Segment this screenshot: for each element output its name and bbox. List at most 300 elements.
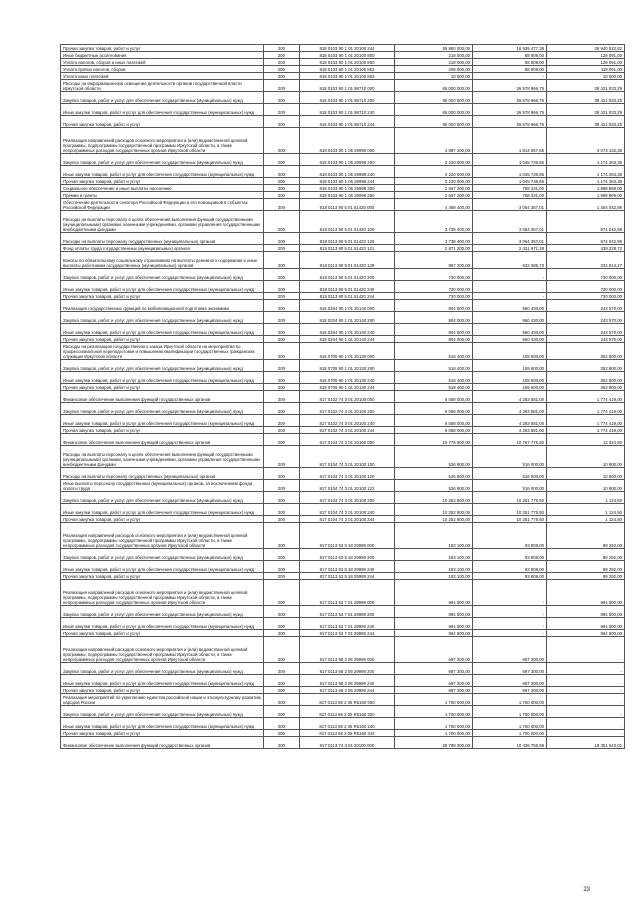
table-row (61, 128, 625, 154)
cell-exec: 697 300,00 (473, 675, 547, 687)
cell-code: 200 (264, 80, 300, 92)
cell-rest: 1 174 263,35 (547, 166, 625, 178)
table-row (61, 343, 625, 360)
cell-rest: 674 042,99 (547, 233, 625, 245)
cell-plan: 183 100,00 (395, 523, 473, 549)
table-body (61, 45, 625, 749)
cell-exec: - (473, 281, 547, 293)
cell-code: 200 (264, 312, 300, 324)
cell-exec: 165 600,00 (473, 384, 547, 391)
cell-code: 200 (264, 446, 300, 468)
cell-plan: 6 058 000,00 (395, 427, 473, 434)
cell-rest: 129 091,00 (547, 59, 625, 66)
cell-name: Расходы на выплаты персоналу государственных (муниципальных) органов (61, 468, 264, 480)
cell-exec: 560 430,00 (473, 324, 547, 336)
table-row (61, 427, 625, 434)
cell-name: Иные закупки товаров, работ и услуг для обеспечения государственных (муниципальных) нужд (61, 324, 264, 336)
table-row (61, 116, 625, 128)
table-row (61, 468, 625, 480)
cell-plan: 697 300,00 (395, 637, 473, 663)
cell-code: 200 (264, 434, 300, 446)
cell-plan: 867 200,00 (395, 252, 473, 269)
table-row (61, 192, 625, 199)
cell-plan: 526 900,00 (395, 446, 473, 468)
cell-exec: 560 430,00 (473, 336, 547, 343)
cell-exec: 165 600,00 (473, 343, 547, 360)
cell-exec: - (473, 606, 547, 618)
cell-class: 818 0103 90 1 01 98710 244 (300, 116, 395, 128)
cell-name: Социальное обеспечение и иные выплаты населению (61, 185, 264, 192)
cell-name: Иные закупки товаров, работ и услуг для обеспечения государственных (муниципальных) нужд (61, 618, 264, 630)
cell-code: 200 (264, 343, 300, 360)
cell-plan: 6 058 000,00 (395, 403, 473, 415)
cell-plan: 183 100,00 (395, 573, 473, 580)
cell-plan: 526 900,00 (395, 480, 473, 492)
cell-class: 817 0113 68 2 05 29999 200 (300, 663, 395, 675)
cell-plan: 1 700 000,00 (395, 706, 473, 718)
cell-plan: 697 300,00 (395, 675, 473, 687)
cell-class: 818 0103 90 1 05 29999 000 (300, 128, 395, 154)
cell-class: 818 0113 90 5 01 51420 000 (300, 199, 395, 211)
cell-exec: 768 331,00 (473, 192, 547, 199)
cell-class: 818 0204 90 1 01 20140 000 (300, 300, 395, 312)
cell-plan: 3 738 400,00 (395, 211, 473, 233)
table-row (61, 630, 625, 637)
cell-exec: 10 251 775,50 (473, 492, 547, 504)
cell-exec: 4 283 581,00 (473, 403, 547, 415)
cell-rest: 12 024,50 (547, 434, 625, 446)
cell-name: Прочая закупка товаров, работ и услуг (61, 293, 264, 300)
cell-exec: 1 045 736,65 (473, 178, 547, 185)
cell-name: Закупка товаров, работ и услуг для обеспечения государственных (муниципальных) нужд (61, 606, 264, 618)
table-row (61, 415, 625, 427)
cell-plan: 10 252 900,00 (395, 492, 473, 504)
cell-exec: - (473, 293, 547, 300)
cell-rest: 730 000,00 (547, 269, 625, 281)
table-row (61, 573, 625, 580)
cell-code: 200 (264, 233, 300, 245)
table-row (61, 233, 625, 245)
cell-name: Прочая закупка товаров, работ и услуг (61, 687, 264, 694)
cell-rest: 1 898 869,00 (547, 185, 625, 192)
cell-name: Иные бюджетные ассигнования (61, 52, 264, 59)
cell-code: 200 (264, 516, 300, 523)
cell-class: 818 0103 90 1 05 29999 240 (300, 166, 395, 178)
cell-code: 200 (264, 675, 300, 687)
table-row (61, 687, 625, 694)
cell-name: Финансовое обеспечение выполнения функций государственных органов (61, 391, 264, 403)
cell-code: 200 (264, 166, 300, 178)
cell-code: 200 (264, 737, 300, 749)
cell-class: 817 0113 53 5 18 29999 240 (300, 561, 395, 573)
cell-code: 200 (264, 549, 300, 561)
cell-code: 200 (264, 116, 300, 128)
cell-exec: 1 700 000,00 (473, 706, 547, 718)
cell-name: Закупка товаров, работ и услуг для обеспечения государственных (муниципальных) нужд (61, 92, 264, 104)
cell-name: Прочая закупка товаров, работ и услуг (61, 336, 264, 343)
table-row (61, 480, 625, 492)
cell-name: Иные закупки товаров, работ и услуг для обеспечения государственных (муниципальных) нужд (61, 281, 264, 293)
cell-class: 818 0103 90 1 05 29999 200 (300, 154, 395, 166)
cell-plan: 994 500,00 (395, 606, 473, 618)
cell-code: 200 (264, 281, 300, 293)
cell-class: 817 0113 53 7 01 29999 200 (300, 606, 395, 618)
table-row (61, 730, 625, 737)
cell-plan: 1 700 000,00 (395, 730, 473, 737)
cell-plan: 994 500,00 (395, 630, 473, 637)
cell-code: 200 (264, 360, 300, 372)
cell-class: 818 0103 90 1 01 20100 853 (300, 73, 395, 80)
cell-rest: 38 421 033,25 (547, 92, 625, 104)
cell-class: 817 0113 53 7 01 29999 240 (300, 618, 395, 630)
cell-exec: 4 283 581,00 (473, 391, 547, 403)
cell-class: 818 0103 90 1 01 98710 000 (300, 80, 395, 92)
cell-class: 818 0705 90 1 01 20130 244 (300, 384, 395, 391)
cell-name: Прочая закупка товаров, работ и услуг (61, 573, 264, 580)
cell-code: 200 (264, 718, 300, 730)
cell-class: 817 0102 74 3 01 20100 200 (300, 403, 395, 415)
cell-code: 200 (264, 504, 300, 516)
cell-exec: 93 808,00 (473, 573, 547, 580)
table-row (61, 446, 625, 468)
cell-name: Расходы на выплаты персоналу государственных (муниципальных) органов (61, 233, 264, 245)
cell-class: 818 0103 90 1 01 20100 850 (300, 59, 395, 66)
cell-rest: 730 000,00 (547, 281, 625, 293)
cell-plan: 518 400,00 (395, 384, 473, 391)
cell-class: 817 0113 68 2 05 R5160 244 (300, 730, 395, 737)
cell-rest: 1 174 263,35 (547, 178, 625, 185)
cell-exec: - (473, 580, 547, 606)
table-row (61, 324, 625, 336)
cell-plan: 994 500,00 (395, 580, 473, 606)
cell-rest: 674 042,99 (547, 211, 625, 233)
cell-name: Расходы на информационную освещение деятельности органов государственной власти Иркутской области (61, 80, 264, 92)
cell-exec: 26 578 966,75 (473, 92, 547, 104)
table-row (61, 293, 625, 300)
cell-plan: 2 220 000,00 (395, 154, 473, 166)
page-number: 23 (583, 887, 590, 893)
table-row (61, 384, 625, 391)
cell-exec: 768 331,00 (473, 185, 547, 192)
cell-class: 818 0103 90 1 01 20100 244 (300, 45, 395, 52)
cell-code: 200 (264, 480, 300, 492)
table-row (61, 403, 625, 415)
cell-plan: 2 220 000,00 (395, 178, 473, 185)
cell-rest: 1 124,50 (547, 492, 625, 504)
table-row (61, 606, 625, 618)
cell-exec: 697 300,00 (473, 687, 547, 694)
table-row (61, 549, 625, 561)
cell-name: Закупка товаров, работ и услуг для обеспечения государственных (муниципальных) нужд (61, 706, 264, 718)
cell-name: Иные закупки товаров, работ и услуг для обеспечения государственных (муниципальных) нужд (61, 415, 264, 427)
cell-rest: 38 421 033,25 (547, 116, 625, 128)
table-row (61, 178, 625, 185)
cell-rest: 1 774 419,00 (547, 391, 625, 403)
cell-plan: 526 900,00 (395, 468, 473, 480)
cell-exec: 88 909,00 (473, 52, 547, 59)
cell-rest: 1 774 419,00 (547, 403, 625, 415)
table-row (61, 52, 625, 59)
table-row (61, 45, 625, 52)
cell-code: 200 (264, 384, 300, 391)
table-row (61, 80, 625, 92)
cell-plan: 65 000 000,00 (395, 116, 473, 128)
cell-plan: 804 000,00 (395, 336, 473, 343)
cell-class: 818 0113 90 5 01 51420 129 (300, 252, 395, 269)
table-row (61, 516, 625, 523)
cell-exec: 10 436 756,99 (473, 737, 547, 749)
cell-class: 817 0113 68 2 05 R5160 200 (300, 706, 395, 718)
cell-rest: 89 292,00 (547, 549, 625, 561)
cell-rest: 352 800,00 (547, 343, 625, 360)
cell-plan: 218 000,00 (395, 52, 473, 59)
cell-class: 817 0113 53 5 18 29999 244 (300, 573, 395, 580)
cell-code: 200 (264, 523, 300, 549)
cell-name: Иные закупки товаров, работ и услуг для обеспечения государственных (муниципальных) нужд (61, 166, 264, 178)
cell-exec: 165 600,00 (473, 372, 547, 384)
cell-plan: 55 890 000,00 (395, 45, 473, 52)
table-row (61, 580, 625, 606)
cell-exec: 516 000,00 (473, 480, 547, 492)
cell-rest: 38 421 033,25 (547, 104, 625, 116)
cell-rest: 38 940 522,62 (547, 45, 625, 52)
cell-exec: 2 431 971,28 (473, 245, 547, 252)
cell-class: 818 0204 90 1 01 20140 244 (300, 336, 395, 343)
cell-class: 817 0104 74 3 01 20100 120 (300, 468, 395, 480)
cell-code: 200 (264, 211, 300, 233)
cell-code: 200 (264, 630, 300, 637)
cell-exec: 26 578 966,75 (473, 116, 547, 128)
table-row (61, 492, 625, 504)
cell-code: 200 (264, 252, 300, 269)
table-row (61, 706, 625, 718)
cell-code: 200 (264, 45, 300, 52)
cell-rest: 439 228,72 (547, 245, 625, 252)
cell-plan: 65 000 000,00 (395, 80, 473, 92)
table-row (61, 245, 625, 252)
cell-rest: 352 800,00 (547, 372, 625, 384)
table-row (61, 372, 625, 384)
cell-name: Взносы по обязательному социальному страхованию на выплаты денежного содержания и иные выплаты работникам государственных (муниципальных) органов (61, 252, 264, 269)
cell-class: 817 0113 53 7 01 29999 244 (300, 630, 395, 637)
cell-class: 818 0113 90 5 01 51420 200 (300, 269, 395, 281)
cell-name: Иные закупки товаров, работ и услуг для обеспечения государственных (муниципальных) нужд (61, 718, 264, 730)
cell-plan: 697 300,00 (395, 687, 473, 694)
table-row (61, 523, 625, 549)
cell-name: Закупка товаров, работ и услуг для обеспечения государственных (муниципальных) нужд (61, 312, 264, 324)
cell-plan: 3 738 400,00 (395, 233, 473, 245)
cell-name: Иные закупки товаров, работ и услуг для обеспечения государственных (муниципальных) нужд (61, 561, 264, 573)
cell-name: Прочая закупка товаров, работ и услуг (61, 730, 264, 737)
cell-plan: 6 058 000,00 (395, 415, 473, 427)
cell-code: 200 (264, 293, 300, 300)
cell-class: 817 0113 68 2 05 29999 244 (300, 687, 395, 694)
cell-exec: 3 064 357,01 (473, 199, 547, 211)
cell-code: 200 (264, 52, 300, 59)
cell-rest: 3 073 132,35 (547, 128, 625, 154)
cell-class: 817 0104 74 3 01 20100 240 (300, 504, 395, 516)
cell-plan: 730 000,00 (395, 269, 473, 281)
table-row (61, 199, 625, 211)
cell-exec: 10 251 775,50 (473, 504, 547, 516)
cell-plan: 1 700 000,00 (395, 718, 473, 730)
cell-plan: 2 667 200,00 (395, 185, 473, 192)
cell-exec: 93 808,00 (473, 561, 547, 573)
cell-name: Расходы на реализацию государственного заказа Иркутской области на мероприятия по профессиональной переподготовке и повышению квалификации государственных гражданских служащих Иркутской области (61, 343, 264, 360)
cell-name: Иные закупки товаров, работ и услуг для обеспечения государственных (муниципальных) нужд (61, 104, 264, 116)
cell-name: Уплата прочих налогов, сборов (61, 66, 264, 73)
cell-plan: 28 788 300,00 (395, 737, 473, 749)
table-row (61, 185, 625, 192)
cell-code: 200 (264, 372, 300, 384)
cell-plan: 4 887 200,00 (395, 128, 473, 154)
cell-name: Иные закупки товаров, работ и услуг для обеспечения государственных (муниципальных) нужд (61, 372, 264, 384)
cell-class: 817 0113 68 2 05 29999 000 (300, 637, 395, 663)
table-row (61, 211, 625, 233)
cell-exec: 560 430,00 (473, 300, 547, 312)
cell-exec: 632 385,73 (473, 252, 547, 269)
cell-code: 200 (264, 618, 300, 630)
cell-rest: 234 814,27 (547, 252, 625, 269)
cell-name: Реализация направлений расходов основного мероприятия и (или) ведомственной целевой программы, подпрограммы государственной программы Иркутской области, а также непрограммных расходов государственных органов Иркутской области (61, 128, 264, 154)
cell-plan: 4 468 400,00 (395, 199, 473, 211)
cell-exec: - (473, 269, 547, 281)
cell-rest: - (547, 706, 625, 718)
cell-exec: 1 814 067,65 (473, 128, 547, 154)
table-row (61, 66, 625, 73)
cell-plan: 6 058 000,00 (395, 391, 473, 403)
cell-name: Закупка товаров, работ и услуг для обеспечения государственных (муниципальных) нужд (61, 269, 264, 281)
cell-rest: 10 900,00 (547, 446, 625, 468)
cell-rest: 89 292,00 (547, 523, 625, 549)
cell-code: 200 (264, 192, 300, 199)
cell-name: Закупка товаров, работ и услуг для обеспечения государственных (муниципальных) нужд (61, 403, 264, 415)
cell-name: Расходы на выплаты персоналу в целях обеспечения выполнения функций государственными (муниципальными) органами, казенными учреждениями, органами управления государственными внебюджетными фондами (61, 211, 264, 233)
cell-exec: 516 000,00 (473, 446, 547, 468)
cell-exec: 1 700 000,00 (473, 694, 547, 706)
cell-rest: 10 900,00 (547, 468, 625, 480)
cell-plan: 2 871 200,00 (395, 245, 473, 252)
cell-rest: 119 091,00 (547, 66, 625, 73)
cell-exec: 1 045 736,65 (473, 166, 547, 178)
cell-plan: 518 400,00 (395, 372, 473, 384)
cell-name: Прочая закупка товаров, работ и услуг (61, 427, 264, 434)
cell-code: 200 (264, 415, 300, 427)
cell-exec: 165 600,00 (473, 360, 547, 372)
cell-name: Реализация направлений расходов основного мероприятия и (или) ведомственной целевой программы, подпрограммы государственной программы Иркутской области, а также непрограммных расходов государственных органов Иркутской области (61, 637, 264, 663)
cell-name: Закупка товаров, работ и услуг для обеспечения государственных (муниципальных) нужд (61, 360, 264, 372)
cell-code: 200 (264, 492, 300, 504)
cell-name: Финансовое обеспечение выполнения функций государственных органов (61, 434, 264, 446)
cell-code: 200 (264, 573, 300, 580)
cell-name: Прочая закупка товаров, работ и услуг (61, 45, 264, 52)
cell-class: 817 0102 74 3 01 20100 240 (300, 415, 395, 427)
cell-plan: 518 400,00 (395, 343, 473, 360)
cell-plan: 183 100,00 (395, 561, 473, 573)
cell-rest: 38 421 033,25 (547, 80, 625, 92)
table-row (61, 504, 625, 516)
cell-plan: 804 000,00 (395, 312, 473, 324)
cell-code: 200 (264, 606, 300, 618)
cell-rest: 994 500,00 (547, 618, 625, 630)
table-row (61, 336, 625, 343)
cell-class: 818 0113 90 5 01 51420 100 (300, 211, 395, 233)
table-row (61, 154, 625, 166)
cell-exec: 3 064 357,01 (473, 233, 547, 245)
cell-code: 200 (264, 706, 300, 718)
cell-class: 817 0104 74 3 01 20100 244 (300, 516, 395, 523)
cell-class: 818 0103 90 1 05 29999 244 (300, 178, 395, 185)
cell-rest: 10 000,00 (547, 73, 625, 80)
cell-class: 818 0103 90 1 01 20100 800 (300, 52, 395, 59)
table-row (61, 694, 625, 706)
cell-exec: - (473, 73, 547, 80)
cell-class: 817 0113 68 2 05 29999 240 (300, 675, 395, 687)
cell-class: 818 0705 90 1 01 20130 240 (300, 372, 395, 384)
cell-name: Реализация направлений расходов основного мероприятия и (или) ведомственной целевой программы, подпрограммы государственной программы Иркутской области, а также непрограммных расходов государственных органов Иркутской области (61, 523, 264, 549)
table-row (61, 73, 625, 80)
cell-plan: 10 000,00 (395, 73, 473, 80)
cell-plan: 208 000,00 (395, 66, 473, 73)
cell-exec: - (473, 618, 547, 630)
cell-exec: 4 283 581,00 (473, 427, 547, 434)
cell-exec: 88 909,00 (473, 66, 547, 73)
cell-name: Прочая закупка товаров, работ и услуг (61, 116, 264, 128)
table-row (61, 104, 625, 116)
cell-code: 200 (264, 730, 300, 737)
cell-plan: 2 220 000,00 (395, 166, 473, 178)
cell-rest: 1 774 419,00 (547, 427, 625, 434)
cell-exec: 10 251 775,50 (473, 516, 547, 523)
cell-exec: - (473, 630, 547, 637)
table-row (61, 561, 625, 573)
table-row (61, 360, 625, 372)
cell-class: 817 0104 74 3 01 20100 100 (300, 446, 395, 468)
cell-name: Реализация мероприятий по укреплению единства российской нации и этнокультурному развитию народов России (61, 694, 264, 706)
cell-exec: 697 300,00 (473, 637, 547, 663)
cell-exec: 93 808,00 (473, 549, 547, 561)
cell-class: 818 0204 90 1 01 20140 200 (300, 312, 395, 324)
cell-code: 200 (264, 178, 300, 185)
cell-name: Обеспечение деятельности сенатора Российской Федерации и его помощников в субъектах Российской Федерации (61, 199, 264, 211)
cell-class: 817 0113 53 7 01 29999 000 (300, 580, 395, 606)
cell-rest: 129 091,00 (547, 52, 625, 59)
cell-plan: 10 252 900,00 (395, 504, 473, 516)
cell-name: Закупка товаров, работ и услуг для обеспечения государственных (муниципальных) нужд (61, 492, 264, 504)
cell-rest: 994 500,00 (547, 630, 625, 637)
table-row (61, 737, 625, 749)
cell-rest: - (547, 687, 625, 694)
cell-exec: 3 064 357,01 (473, 211, 547, 233)
cell-class: 818 0113 90 5 01 51420 121 (300, 245, 395, 252)
cell-exec: 16 939 477,38 (473, 45, 547, 52)
cell-exec: 10 767 775,50 (473, 434, 547, 446)
cell-rest: 18 351 543,01 (547, 737, 625, 749)
table-row (61, 637, 625, 663)
cell-code: 200 (264, 324, 300, 336)
cell-name: Прочая закупка товаров, работ и услуг (61, 630, 264, 637)
cell-name: Премии и гранты (61, 192, 264, 199)
table-row (61, 300, 625, 312)
cell-class: 817 0104 74 3 01 20100 200 (300, 492, 395, 504)
cell-code: 200 (264, 336, 300, 343)
budget-table (60, 44, 625, 749)
cell-plan: 804 000,00 (395, 324, 473, 336)
cell-class: 817 0104 74 3 01 20100 000 (300, 434, 395, 446)
cell-code: 200 (264, 154, 300, 166)
cell-code: 200 (264, 104, 300, 116)
cell-class: 818 0204 90 1 01 20140 240 (300, 324, 395, 336)
